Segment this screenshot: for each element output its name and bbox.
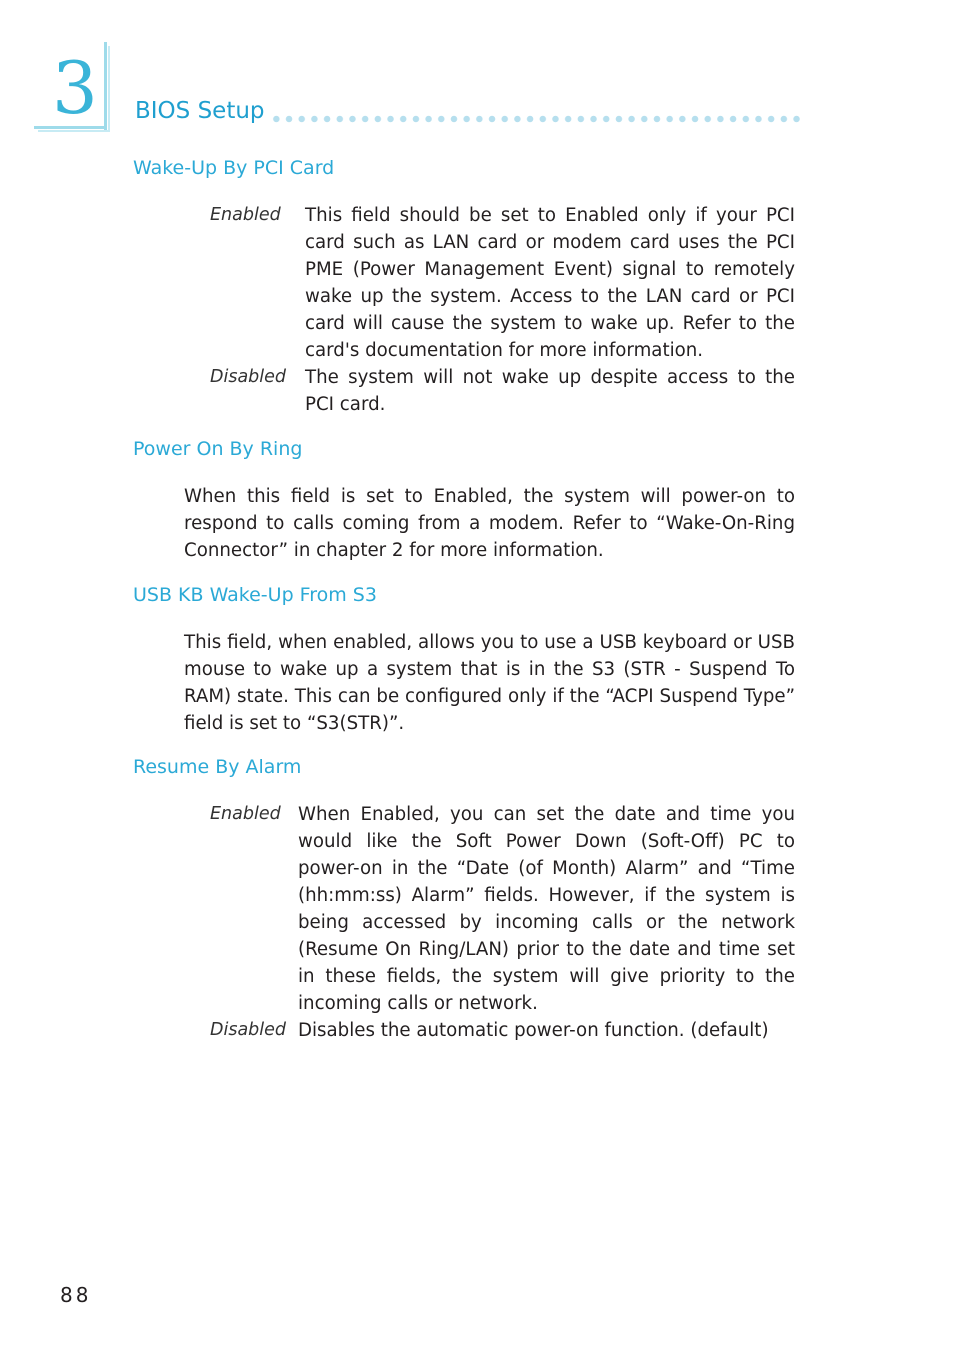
section-text-usb-kb-wake: This field, when enabled, allows you to use a USB keyboard or USB mouse to wake up a system that is in the S3 (STR - Suspend To RAM) state. This can be configured only if the “ACPI Suspend Type” field is set to “S3(STR)”. [184,632,795,734]
section-heading-power-on-ring: Power On By Ring [133,438,303,460]
page-number: 88 [60,1283,92,1307]
option-text-disabled: Disables the automatic power-on function. (default) [298,1020,769,1041]
chapter-number: 3 [52,46,98,130]
option-label-enabled: Enabled [210,804,281,824]
section-text-power-on-ring: When this field is set to Enabled, the system will power-on to respond to calls coming from a modem. Refer to “Wake-On-Ring Connector” in chapter 2 for more information. [184,486,795,561]
option-text-disabled: The system will not wake up despite access to the PCI card. [305,367,795,415]
section-heading-resume-alarm: Resume By Alarm [133,756,302,778]
option-label-disabled: Disabled [210,367,287,387]
option-label-enabled: Enabled [210,205,281,225]
chapter-title: BIOS Setup [135,98,265,124]
option-text-enabled: This field should be set to Enabled only if your PCI card such as LAN card or modem card uses the PCI PME (Power Management Event) signal to remotely wake up the system. Access to the LAN card or PCI card will cause the system to wake up. Refer to the card's documentation for more information. [305,205,795,361]
section-heading-usb-kb-wake: USB KB Wake-Up From S3 [133,584,377,606]
chapter-frame-line [104,42,107,130]
dotted-rule [270,115,800,123]
option-label-disabled: Disabled [210,1020,287,1040]
section-heading-wake-up-pci: Wake-Up By PCI Card [133,157,335,179]
option-text-enabled: When Enabled, you can set the date and time you would like the Soft Power Down (Soft-Off) PC to power-on in the “Date (of Month) Alarm” and “Time (hh:mm:ss) Alarm” fields. However, if the system is being accessed by incoming calls or the network (Resume On Ring/LAN) prior to the date and time set in these fields, the system will give priority to the incoming calls or network. [298,804,795,1014]
chapter-frame-line [108,46,110,132]
chapter-frame-line [38,130,110,132]
